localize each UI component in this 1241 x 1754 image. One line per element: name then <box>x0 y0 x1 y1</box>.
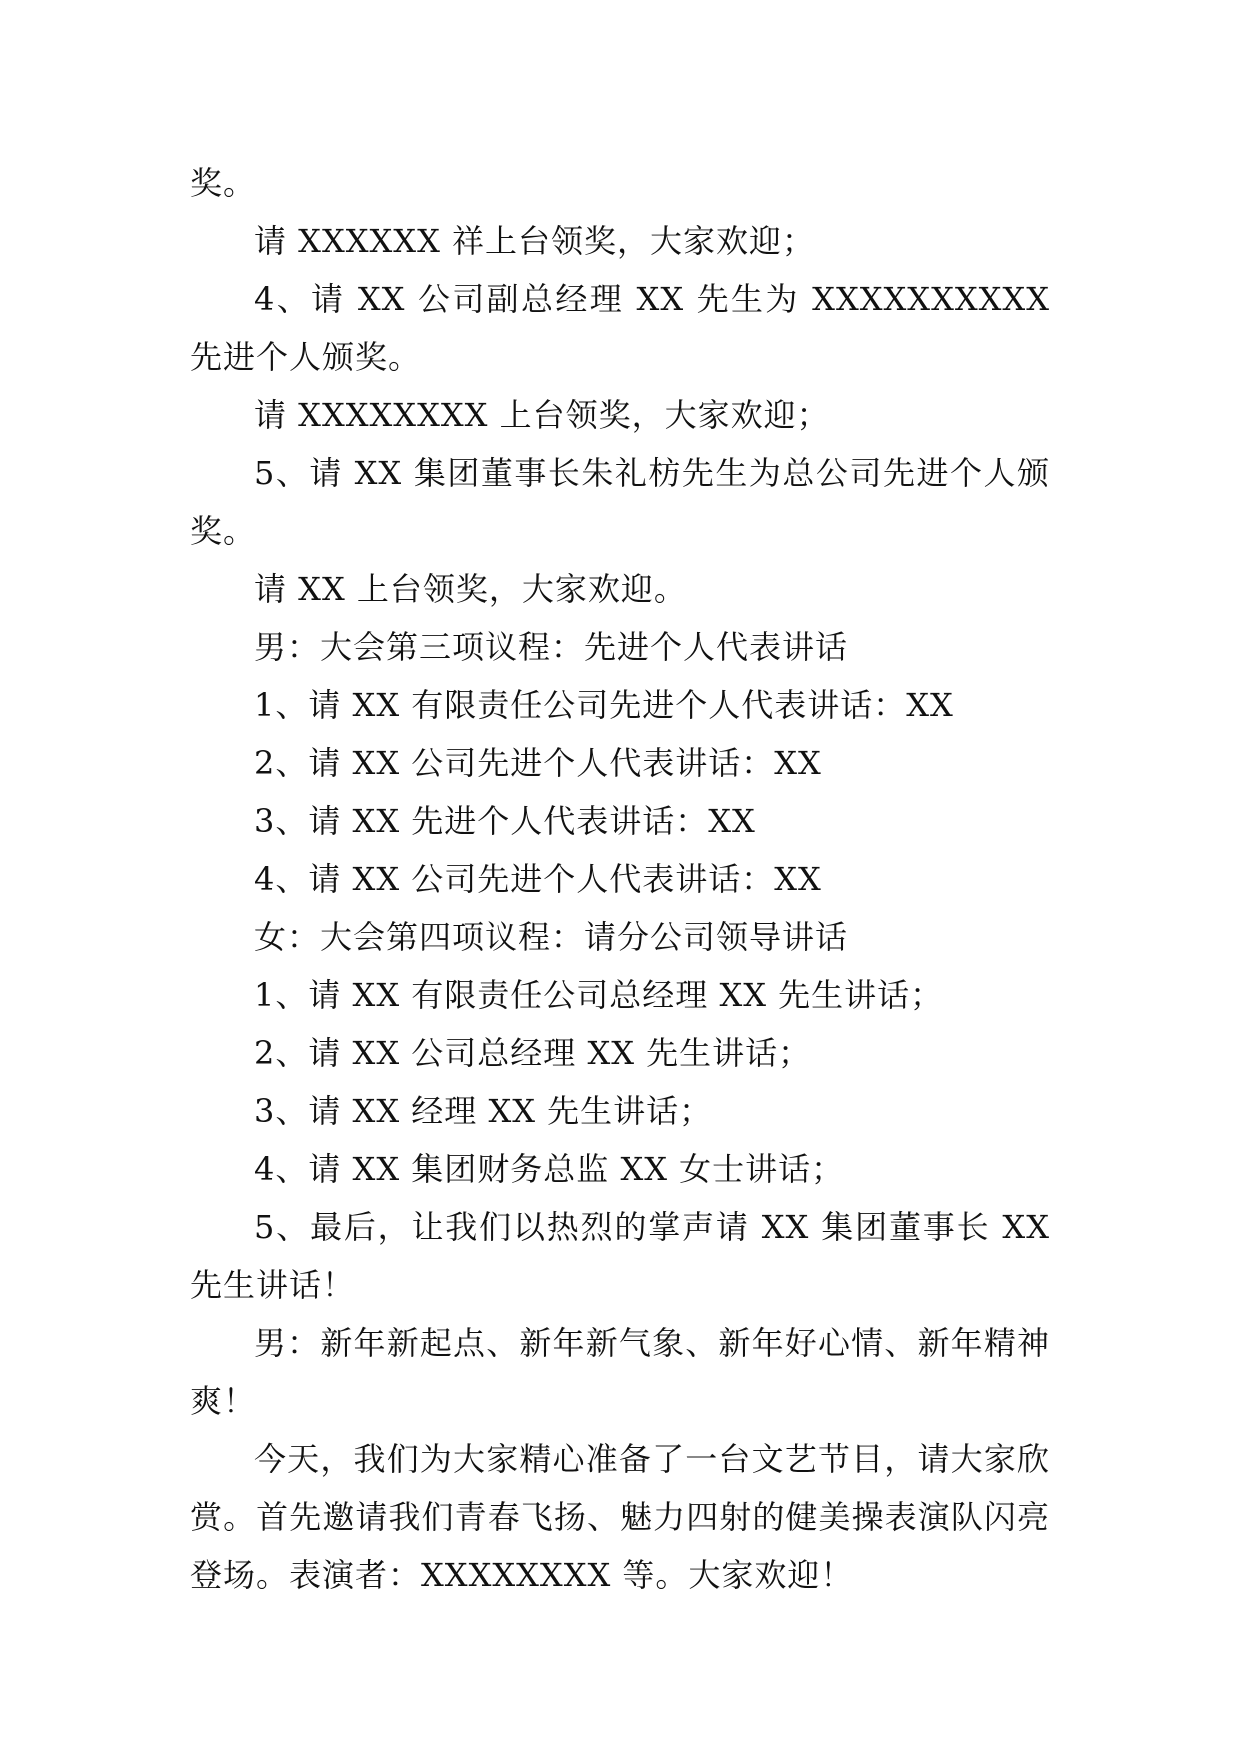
list-item: 3、请 XX 先进个人代表讲话：XX <box>254 802 756 840</box>
paragraph: 请 XXXXXXXX 上台领奖，大家欢迎； <box>254 396 830 434</box>
paragraph: 今天，我们为大家精心准备了一台文艺节目，请大家欣赏。首先邀请我们青春飞扬、魅力四射的健美操表演队闪亮登场。表演者：XXXXXXXX 等。大家欢迎！ <box>190 1440 1050 1594</box>
list-item: 5、最后，让我们以热烈的掌声请 XX 集团董事长 XX 先生讲话！ <box>190 1208 1050 1304</box>
agenda-heading: 女：大会第四项议程：请分公司领导讲话 <box>254 918 849 956</box>
paragraph: 男：新年新起点、新年新气象、新年好心情、新年精神爽！ <box>190 1324 1050 1420</box>
list-item: 4、请 XX 集团财务总监 XX 女士讲话； <box>254 1150 845 1188</box>
paragraph: 5、请 XX 集团董事长朱礼枋先生为总公司先进个人颁奖。 <box>190 454 1050 550</box>
paragraph: 请 XXXXXX 祥上台领奖，大家欢迎； <box>254 222 816 260</box>
agenda-heading: 男：大会第三项议程：先进个人代表讲话 <box>254 628 849 666</box>
paragraph: 请 XX 上台领奖，大家欢迎。 <box>254 570 687 608</box>
list-item: 2、请 XX 公司总经理 XX 先生讲话； <box>254 1034 812 1072</box>
list-item: 1、请 XX 有限责任公司先进个人代表讲话：XX <box>254 686 954 724</box>
list-item: 4、请 XX 公司先进个人代表讲话：XX <box>254 860 822 898</box>
paragraph: 奖。 <box>190 164 257 202</box>
paragraph: 4、请 XX 公司副总经理 XX 先生为 XXXXXXXXXX 先进个人颁奖。 <box>190 280 1050 376</box>
list-item: 1、请 XX 有限责任公司总经理 XX 先生讲话； <box>254 976 944 1014</box>
list-item: 2、请 XX 公司先进个人代表讲话：XX <box>254 744 822 782</box>
document-body <box>190 154 1050 1604</box>
list-item: 3、请 XX 经理 XX 先生讲话； <box>254 1092 713 1130</box>
